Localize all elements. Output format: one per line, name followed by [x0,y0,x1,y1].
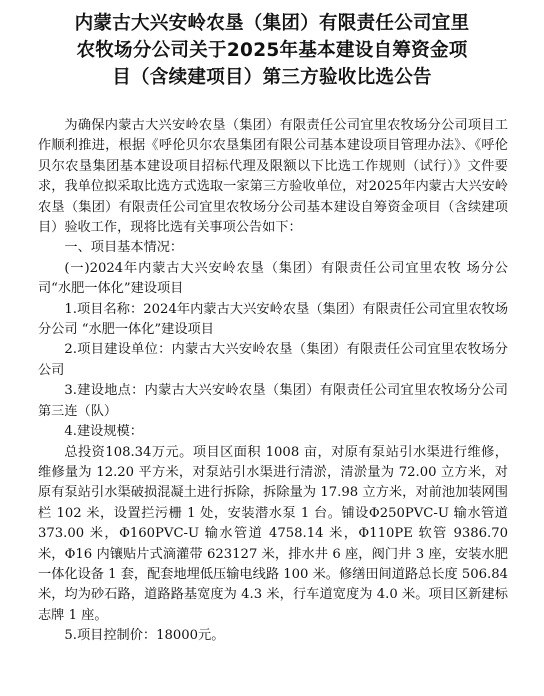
item-construction-unit: 2.项目建设单位：内蒙古大兴安岭农垦（集团）有限责任公司宜里农牧场分公司 [38,342,508,378]
intro-paragraph: 为确保内蒙古大兴安岭农垦（集团）有限责任公司宜里农牧场分公司项目工作顺利推进，根据《呼伦贝尔农垦集团有限公司基本建设项目管理办法》、《呼伦贝尔农垦集团基本建设项目招标代理及限额以下比选工作规则（试行）》文件要求，我单位拟采取比选方式选取一家第三方验收单位，对2025年内蒙古大兴安岭农垦（集团）有限责任公司宜里农牧场分公司基本建设自筹资金项目（含续建项目）验收工作，现将比选有关事项公告如下： [38,118,508,236]
document-body [38,116,508,647]
section-heading-basic-info: 一、项目基本情况： [64,240,184,256]
item-control-price: 5.项目控制价：18000元。 [64,628,225,644]
title-line-1: 内蒙古大兴安岭农垦（集团）有限责任公司宜里 [74,13,470,34]
item-scale-body: 总投资108.34万元。项目区面积 1008 亩，对原有泵站引水渠进行维修，维修量为 12.20 平方米，对泵站引水渠进行清淤，清淤量为 72.00 立方米，对原有泵站引水渠破损混凝土进行拆除，拆除量为 17.98 立方米，对前池加装网围栏 102 米，设置拦污栅 1 处，安装潜水泵 1 台。铺设Φ250PVC-U 输水管道 373.00 米，Φ160PVC-U 输水管道 4758.14 米，Φ110PE 软管 9386.70 米，Φ16 内镶贴片式滴灌带 623127 米，排水井 6 座，阀门井 3 座，安装水肥一体化设备 1 套，配套地埋低压输电线路 100 米。修缮田间道路总长度 506.84 米，均为砂石路，道路路基宽度为 4.3 米，行车道宽度为 4.0 米。项目区新建标志牌 1 座。 [38,444,508,623]
title-line-3: 目（含续建项目）第三方验收比选公告 [112,67,432,88]
subsection-project-1: (一)2024年内蒙古大兴安岭农垦（集团）有限责任公司宜里农牧 场分公司“水肥一体化”建设项目 [38,260,508,297]
title-line-2: 农牧场分公司关于2025年基本建设自筹资金项 [76,40,468,61]
document-title [28,10,516,91]
item-scale-heading: 4.建设规模： [64,424,143,440]
item-project-name: 1.项目名称：2024年内蒙古大兴安岭农垦（集团）有限责任公司宜里农牧场分公司 “水肥一体化”建设项目 [38,301,508,338]
item-construction-site: 3.建设地点：内蒙古大兴安岭农垦（集团）有限责任公司宜里农牧场分公司第三连（队） [38,383,508,419]
